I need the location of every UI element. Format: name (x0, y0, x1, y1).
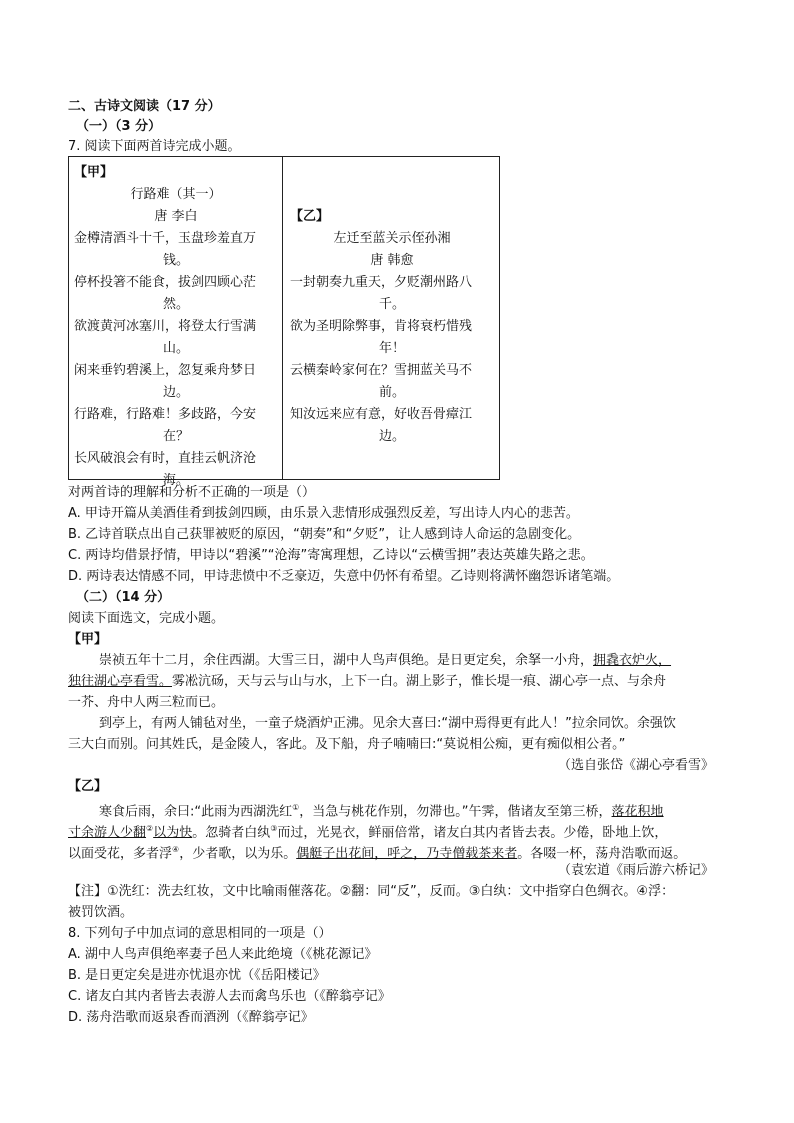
passage-text: ，当急与桃花作别，勿滞也。”午霁，偕诸友至第三桥， (299, 804, 612, 820)
poem-line: 年！ (378, 341, 405, 356)
poem-jia-tag: 【甲】 (74, 165, 114, 180)
passage-text: 而过，光晃衣，鲜丽倍常，诸友白其内者皆去表。少倦，卧地上饮， (277, 825, 668, 841)
passage-text: 以面受花，多者浮 (68, 846, 173, 862)
poem-line: 行路难，行路难！多歧路，今安 (74, 407, 257, 422)
passage-jia-tag: 【甲】 (68, 632, 108, 647)
poem-jia-title: 行路难（其一） (130, 187, 222, 202)
q8-option-d: D. 荡舟浩歌而返泉香而酒洌（《醉翁亭记》 (68, 1010, 314, 1025)
annotation-note: 被罚饮酒。 (68, 905, 134, 920)
q7-option-c: C. 两诗均借景抒情，甲诗以“碧溪”“沧海”寄寓理想，乙诗以“云横雪拥”表达英雄失路之悲。 (68, 548, 594, 563)
poem-line: 欲渡黄河冰塞川，将登太行雪满 (74, 319, 257, 334)
poem-jia-author: 唐 李白 (154, 209, 198, 224)
poem-table-divider (282, 156, 283, 480)
poem-line: 前。 (378, 385, 405, 400)
poem-line: 停杯投箸不能食，拔剑四顾心茫 (74, 275, 257, 290)
passage-yi-source: （袁宏道《雨后游六桥记》 (557, 863, 714, 878)
underlined-phrase: 独往湖心亭看雪。 (68, 674, 173, 689)
q8-option-b: B. 是日更定矣是进亦忧退亦忧（《岳阳楼记》 (68, 968, 326, 983)
passage-jia-line (68, 673, 666, 691)
passage-text: 崇祯五年十二月，余住西湖。大雪三日，湖中人鸟声俱绝。是日更定矣，余拏一小舟， (99, 653, 594, 668)
question-7: 7. 阅读下面两首诗完成小题。 (68, 139, 241, 154)
passage-yi-line (99, 799, 664, 821)
poem-yi-cell (290, 206, 494, 448)
underlined-phrase: 以为快 (153, 825, 193, 841)
poem-line: 在？ (162, 429, 189, 444)
poem-line: 海。 (162, 473, 189, 488)
annotation-note: 【注】①洗红：洗去红妆，文中比喻雨催落花。②翻：同“反”，反而。③白纨：文中指穿白色绸衣。④浮： (68, 884, 675, 899)
passage-jia-line: 三大白而别。问其姓氏，是金陵人，客此。及下船，舟子喃喃曰:“莫说相公痴，更有痴似相公者。” (68, 737, 626, 752)
passage-text: 。各啜一杯，荡舟浩歌而返。 (517, 846, 687, 862)
footnote-marker: ④ (172, 845, 180, 854)
part2-heading: （二）（14 分） (76, 590, 171, 605)
poem-yi-tag: 【乙】 (290, 209, 330, 224)
passage-yi-tag: 【乙】 (68, 779, 108, 794)
passage-yi-line (68, 841, 686, 863)
passage-text: 寒食后雨，余曰:“此雨为西湖洗红 (99, 804, 293, 820)
q7-option-b: B. 乙诗首联点出自己获罪被贬的原因，“朝奏”和“夕贬”，让人感到诗人命运的急剧变化。 (68, 527, 581, 542)
footnote-marker: ③ (270, 824, 278, 833)
poem-line: 欲为圣明除弊事，肯将衰朽惜残 (290, 319, 473, 334)
passage-text: 。忽骑者白纨 (192, 825, 271, 841)
poem-jia-cell (74, 162, 278, 492)
poem-line: 云横秦岭家何在？雪拥蓝关马不 (290, 363, 473, 378)
passage-jia-line (99, 652, 671, 670)
underlined-phrase: 寸余游人少翻 (68, 825, 147, 841)
q8-option-c: C. 诸友白其内者皆去表游人去而禽鸟乐也（《醉翁亭记》 (68, 989, 391, 1004)
underlined-phrase: 落花积地 (611, 804, 664, 820)
underlined-phrase: 拥毳衣炉火， (593, 653, 672, 668)
poem-line: 一封朝奏九重天，夕贬潮州路八 (290, 275, 473, 290)
footnote-marker: ② (146, 824, 154, 833)
poem-line: 知汝远来应有意，好收吾骨瘴江 (290, 407, 473, 422)
passage-jia-line: 到亭上，有两人铺毡对坐，一童子烧酒炉正沸。见余大喜曰:“湖中焉得更有此人！”拉余同饮。余强饮 (99, 716, 676, 731)
passage-jia-line: 一芥、舟中人两三粒而已。 (68, 695, 225, 710)
passage-text: 雾凇沆砀，天与云与山与水，上下一白。湖上影子，惟长堤一痕、湖心亭一点、与余舟 (172, 674, 667, 689)
part1-heading: （一）（3 分） (76, 119, 162, 134)
part2-instruction: 阅读下面选文，完成小题。 (68, 611, 225, 626)
q7-stem: 对两首诗的理解和分析不正确的一项是（） (68, 485, 316, 500)
poem-yi-title: 左迁至蓝关示侄孙湘 (333, 231, 451, 246)
passage-yi-line (68, 820, 667, 842)
poem-line: 金樽清酒斗十千，玉盘珍羞直万 (74, 231, 257, 246)
poem-line: 山。 (162, 341, 189, 356)
section-title: 二、古诗文阅读（17 分） (68, 99, 221, 114)
footnote-marker: ① (292, 803, 300, 812)
poem-line: 千。 (378, 297, 405, 312)
passage-text: ，少者歌，以为乐。 (179, 846, 297, 862)
poem-line: 边。 (378, 429, 405, 444)
underlined-phrase: 偶艇子出花间，呼之，乃寺僧载茶来者 (296, 846, 518, 862)
poem-yi-author: 唐 韩愈 (370, 253, 414, 268)
passage-jia-source: （选自张岱《湖心亭看雪》 (557, 758, 714, 773)
q7-option-a: A. 甲诗开篇从美酒佳肴到拔剑四顾，由乐景入悲情形成强烈反差，写出诗人内心的悲苦。 (68, 506, 579, 521)
q7-option-d: D. 两诗表达情感不同，甲诗悲愤中不乏豪迈，失意中仍怀有希望。乙诗则将满怀幽怨诉诸笔端。 (68, 569, 620, 584)
poem-line: 然。 (162, 297, 189, 312)
poem-line: 长风破浪会有时，直挂云帆济沧 (74, 451, 257, 466)
q8-option-a: A. 湖中人鸟声俱绝率妻子邑人来此绝境（《桃花源记》 (68, 947, 378, 962)
poem-line: 钱。 (162, 253, 189, 268)
q8-stem: 8. 下列句子中加点词的意思相同的一项是（） (68, 926, 332, 941)
poem-line: 边。 (162, 385, 189, 400)
poem-line: 闲来垂钓碧溪上，忽复乘舟梦日 (74, 363, 257, 378)
